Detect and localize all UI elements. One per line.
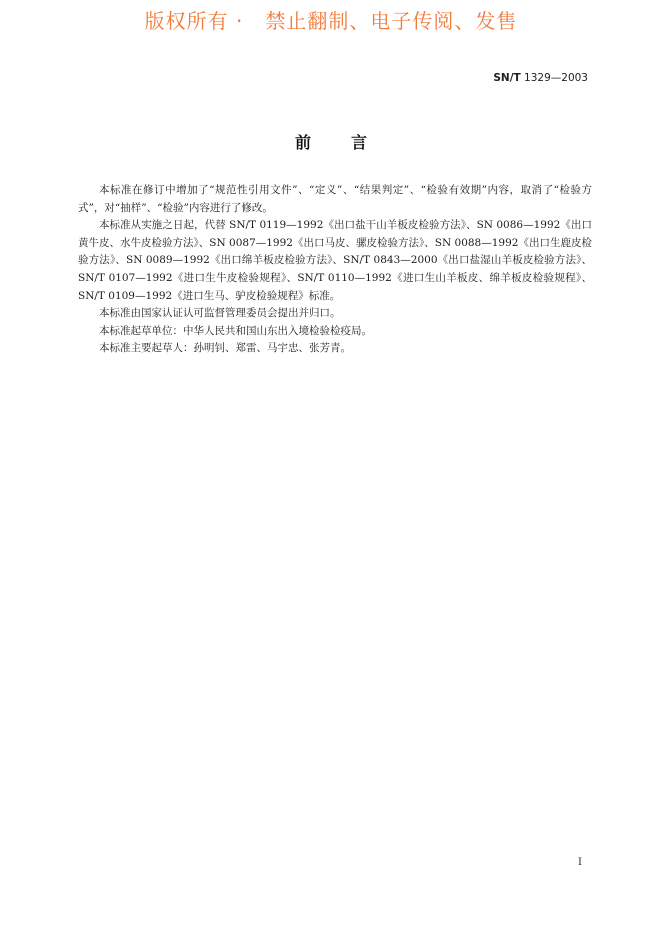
paragraph-drafting-unit: 本标准起草单位：中华人民共和国山东出入境检验检疫局。 — [99, 324, 372, 337]
standard-code-prefix: SN/T — [493, 72, 521, 84]
copyright-watermark: 版权所有 · 禁止翻制、电子传阅、发售 — [144, 9, 518, 33]
paragraph-replaced-standards: 本标准从实施之日起，代替 SN/T 0119—1992《出口盐干山羊板皮检验方法》、SN 0086—1992《出口黄牛皮、水牛皮检验方法》、SN 0087—1992《出口马皮、骡皮检验方法》、SN 0088—1992《出口生鹿皮检验方法》、SN 0089—1992《出口绵羊板皮检验方法》、SN/T 0843—2000《出口盐湿山羊板皮检验方法》、SN/T 0107—1992《进口生牛皮检验规程》、SN/T 0110—1992《进口生山羊板皮、绵羊板皮检验规程》、SN/T 0109—1992《进口生马、驴皮检验规程》标准。 — [78, 219, 592, 302]
foreword-body — [78, 182, 592, 358]
paragraph-revision-changes: 本标准在修订中增加了“规范性引用文件”、“定义”、“结果判定”、“检验有效期”内容，取消了“检验方式”，对“抽样”、“检验”内容进行了修改。 — [78, 184, 592, 214]
page-number: I — [577, 856, 582, 868]
paragraph-drafters: 本标准主要起草人：孙明钊、郑雷、马宇忠、张芳青。 — [99, 342, 351, 355]
standard-code — [493, 72, 588, 84]
section-title: 前言 — [294, 133, 407, 152]
standard-code-number: 1329—2003 — [524, 72, 588, 84]
paragraph-proposer: 本标准由国家认证认可监督管理委员会提出并归口。 — [99, 307, 341, 320]
